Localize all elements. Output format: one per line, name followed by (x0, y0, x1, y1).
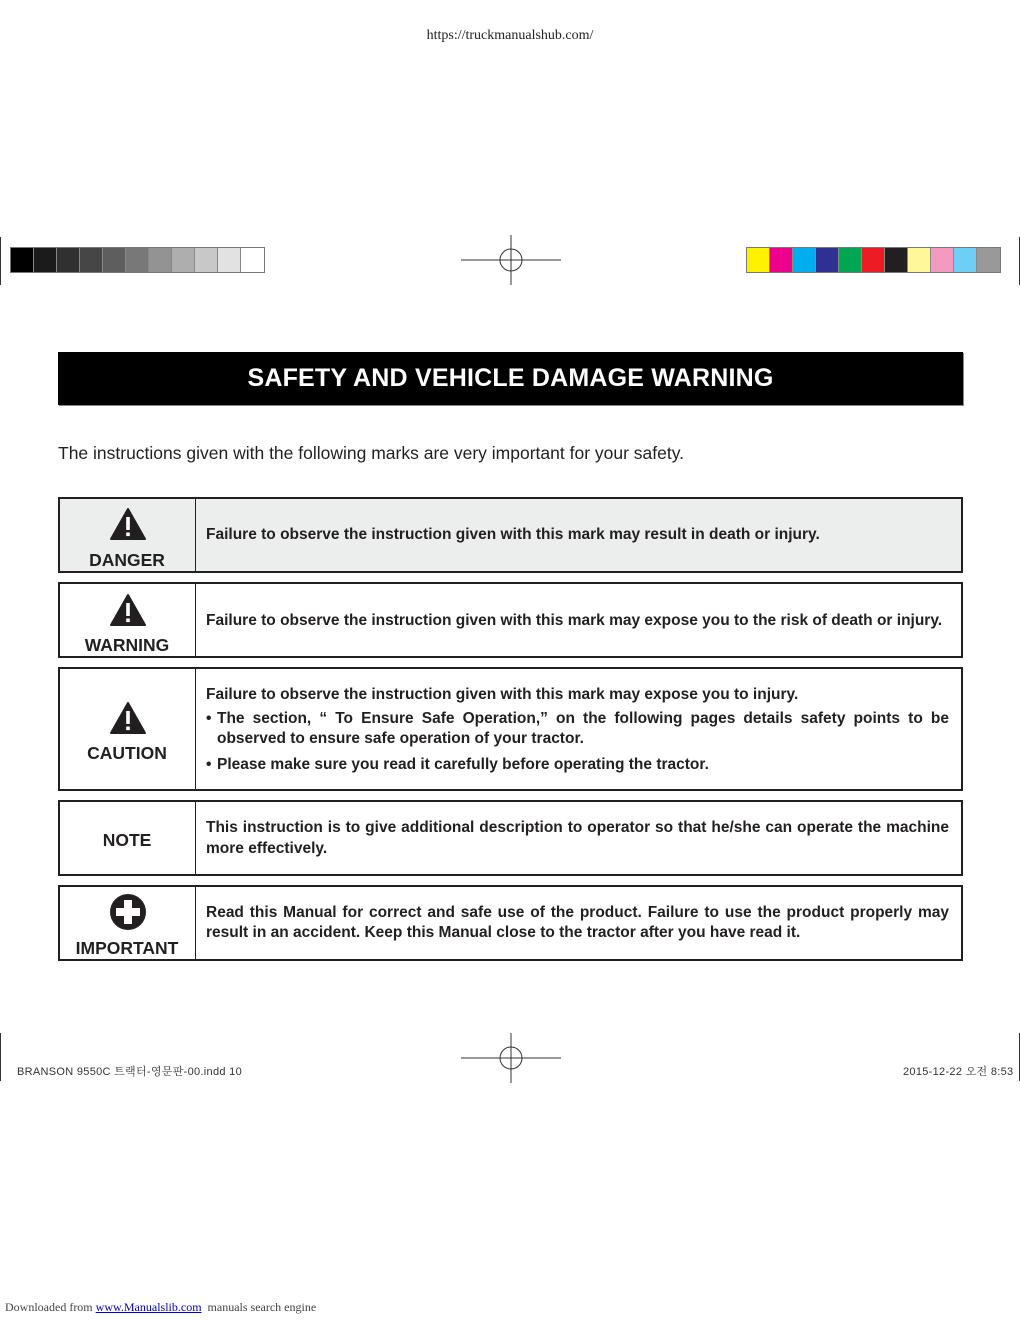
color-calibration-strip (746, 247, 1001, 273)
danger-box (58, 497, 963, 573)
important-label: IMPORTANT (75, 938, 179, 958)
print-slug-file: BRANSON 9550C 트랙터-영문판-00.indd 10 (17, 1066, 242, 1078)
crop-mark (0, 237, 1, 285)
crop-mark (0, 1033, 1, 1081)
danger-text-cell (196, 499, 961, 571)
registration-mark-icon (461, 1033, 561, 1083)
warning-triangle-icon (109, 593, 147, 627)
calibration-swatch (816, 248, 839, 272)
calibration-swatch (195, 248, 218, 272)
calibration-swatch (908, 248, 931, 272)
warning-label: WARNING (84, 635, 170, 655)
note-text-cell (196, 802, 961, 874)
calibration-swatch (885, 248, 908, 272)
note-label: NOTE (102, 830, 152, 850)
important-label-cell (60, 887, 196, 959)
note-label-cell (60, 802, 196, 874)
calibration-swatch (172, 248, 195, 272)
calibration-swatch (11, 248, 34, 272)
note-text: This instruction is to give additional description to operator so that he/she can operate the machine more effectively. (206, 819, 949, 857)
registration-mark-icon (461, 235, 561, 285)
note-box (58, 800, 963, 876)
calibration-swatch (839, 248, 862, 272)
caution-bullet-text: The section, “ To Ensure Safe Operation,” on the following pages details safety points to be observed to ensure safe operation of your tractor. (217, 710, 949, 747)
warning-label-cell (60, 584, 196, 656)
print-slug-timestamp: 2015-12-22 오전 8:53 (903, 1066, 1014, 1078)
download-prefix: Downloaded from (5, 1300, 93, 1314)
danger-text: Failure to observe the instruction given with this mark may result in death or injury. (206, 526, 820, 543)
calibration-swatch (80, 248, 103, 272)
calibration-swatch (862, 248, 885, 272)
manualslib-link[interactable]: www.Manualslib.com (95, 1300, 202, 1314)
caution-bullet (206, 755, 949, 775)
calibration-swatch (126, 248, 149, 272)
important-text-cell (196, 887, 961, 959)
caution-label-cell (60, 669, 196, 789)
calibration-swatch (954, 248, 977, 272)
calibration-swatch (770, 248, 793, 272)
calibration-swatch (34, 248, 57, 272)
calibration-swatch (103, 248, 126, 272)
warning-text: Failure to observe the instruction given with this mark may expose you to the risk of death or injury. (206, 611, 943, 629)
caution-box (58, 667, 963, 791)
danger-label: DANGER (89, 550, 165, 570)
important-text: Read this Manual for correct and safe use of the product. Failure to use the product properly may result in an accident. Keep this Manual close to the tractor after you have read it. (206, 904, 949, 941)
bullet-marker: • (206, 756, 212, 773)
important-box (58, 885, 963, 961)
warning-triangle-icon (109, 701, 147, 735)
source-url: https://truckmanualshub.com/ (426, 28, 594, 43)
calibration-swatch (57, 248, 80, 272)
danger-label-cell (60, 499, 196, 571)
calibration-swatch (977, 248, 1000, 272)
warning-box (58, 582, 963, 658)
calibration-swatch (793, 248, 816, 272)
calibration-swatch (149, 248, 172, 272)
calibration-swatch (241, 248, 264, 272)
page-title: SAFETY AND VEHICLE DAMAGE WARNING (58, 352, 963, 405)
caution-bullet-text: Please make sure you read it carefully before operating the tractor. (217, 756, 709, 773)
calibration-swatch (931, 248, 954, 272)
intro-text: The instructions given with the following marks are very important for your safety. (58, 443, 685, 463)
caution-text-cell (196, 669, 961, 789)
download-suffix: manuals search engine (207, 1300, 317, 1314)
plus-circle-icon (109, 893, 147, 931)
warning-text-cell (196, 584, 961, 656)
bullet-marker: • (206, 710, 212, 727)
calibration-swatch (747, 248, 770, 272)
caution-text: Failure to observe the instruction given with this mark may expose you to injury. (206, 686, 799, 703)
grayscale-calibration-strip (10, 247, 265, 273)
calibration-swatch (218, 248, 241, 272)
caution-label: CAUTION (87, 743, 167, 763)
caution-bullet (206, 709, 949, 749)
warning-triangle-icon (109, 507, 147, 541)
download-credit (5, 1300, 316, 1315)
